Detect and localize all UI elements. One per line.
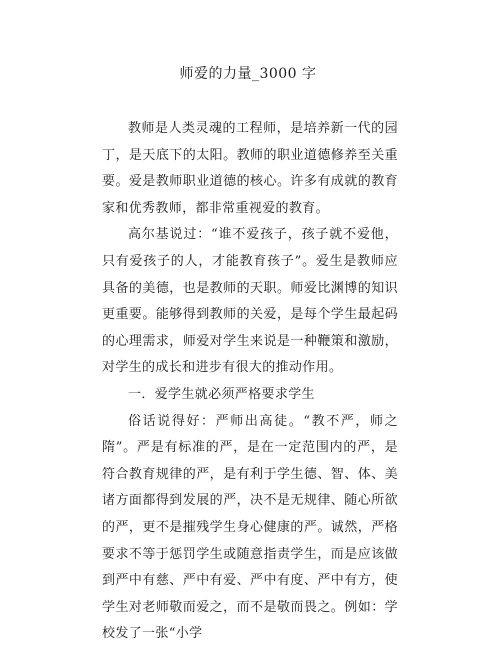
- document-title: 师爱的力量_3000 字: [179, 66, 317, 82]
- paragraph-intro: 教师是人类灵魂的工程师，是培养新一代的园丁，是天底下的太阳。教师的职业道德修养至关重要。爱是教师职业道德的核心。许多有成就的教育家和优秀教师，都非常重视爱的教育。: [102, 121, 398, 216]
- section-heading-1: 一．爱学生就必须严格要求学生: [128, 386, 315, 402]
- paragraph-gorky-quote: 高尔基说过：“谁不爱孩子，孩子就不爱他，只有爱孩子的人，才能教育孩子”。爱生是教师应具备的美德，也是教师的天职。师爱比渊博的知识更重要。能够得到教师的关爱，是每个学生最起码的心理需求，师爱对学生来说是一种鞭策和激励，对学生的成长和进步有很大的推动作用。: [102, 227, 398, 376]
- document-body: [102, 116, 398, 648]
- paragraph-strict-requirements: 俗话说得好：严师出高徒。“教不严，师之隋”。严是有标准的严，是在一定范围内的严，是符合教育规律的严，是有利于学生德、智、体、美诸方面都得到发展的严，决不是无规律、随心所欲的严，更不是摧残学生身心健康的严。诚然，严格要求不等于惩罚学生或随意指责学生，而是应该做到严中有慈、严中有爱、严中有度、严中有方，使学生对老师敬而爱之，而不是敬而畏之。例如：学校发了一张“小学: [102, 413, 398, 642]
